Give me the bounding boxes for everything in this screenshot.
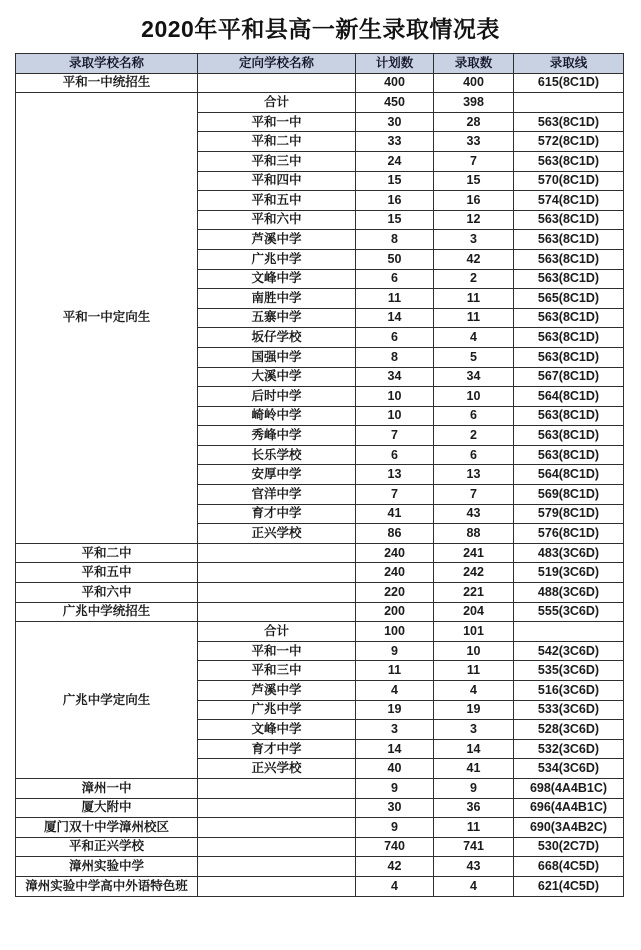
table-row <box>16 818 624 838</box>
target-school-cell <box>198 837 356 857</box>
table-row <box>16 778 624 798</box>
target-school-cell: 平和六中 <box>198 210 356 230</box>
cutoff-score-cell: 668(4C5D) <box>514 857 624 877</box>
plan-count-cell: 740 <box>356 837 434 857</box>
table-row <box>16 602 624 622</box>
table-row <box>16 857 624 877</box>
admitted-count-cell: 9 <box>434 778 514 798</box>
admitted-count-cell: 42 <box>434 249 514 269</box>
admitted-count-cell: 7 <box>434 485 514 505</box>
target-school-cell: 育才中学 <box>198 739 356 759</box>
target-school-cell <box>198 818 356 838</box>
cutoff-score-cell: 696(4A4B1C) <box>514 798 624 818</box>
target-school-cell <box>198 857 356 877</box>
target-school-cell: 五寨中学 <box>198 308 356 328</box>
school-name-cell: 平和一中统招生 <box>16 73 198 93</box>
admitted-count-cell: 398 <box>434 93 514 113</box>
target-school-cell: 官洋中学 <box>198 485 356 505</box>
admitted-count-cell: 36 <box>434 798 514 818</box>
plan-count-cell: 400 <box>356 73 434 93</box>
table-row <box>16 583 624 603</box>
cutoff-score-cell: 542(3C6D) <box>514 641 624 661</box>
admitted-count-cell: 14 <box>434 739 514 759</box>
admitted-count-cell: 400 <box>434 73 514 93</box>
admitted-count-cell: 3 <box>434 720 514 740</box>
target-school-cell: 平和二中 <box>198 132 356 152</box>
admitted-count-cell: 11 <box>434 308 514 328</box>
plan-count-cell: 10 <box>356 387 434 407</box>
cutoff-score-cell: 488(3C6D) <box>514 583 624 603</box>
table-row <box>16 93 624 113</box>
admitted-count-cell: 11 <box>434 289 514 309</box>
plan-count-cell: 40 <box>356 759 434 779</box>
cutoff-score-cell: 516(3C6D) <box>514 681 624 701</box>
cutoff-score-cell: 576(8C1D) <box>514 524 624 544</box>
cutoff-score-cell: 535(3C6D) <box>514 661 624 681</box>
cutoff-score-cell: 579(8C1D) <box>514 504 624 524</box>
column-header-0: 录取学校名称 <box>16 54 198 74</box>
cutoff-score-cell <box>514 622 624 642</box>
target-school-cell: 芦溪中学 <box>198 230 356 250</box>
plan-count-cell: 15 <box>356 210 434 230</box>
target-school-cell: 平和一中 <box>198 641 356 661</box>
admitted-count-cell: 28 <box>434 112 514 132</box>
admitted-count-cell: 6 <box>434 445 514 465</box>
table-row <box>16 543 624 563</box>
target-school-cell: 平和一中 <box>198 112 356 132</box>
cutoff-score-cell: 563(8C1D) <box>514 406 624 426</box>
admitted-count-cell: 4 <box>434 876 514 896</box>
admitted-count-cell: 15 <box>434 171 514 191</box>
plan-count-cell: 86 <box>356 524 434 544</box>
target-school-cell: 安厚中学 <box>198 465 356 485</box>
target-school-cell: 育才中学 <box>198 504 356 524</box>
target-school-cell: 平和四中 <box>198 171 356 191</box>
column-header-3: 录取数 <box>434 54 514 74</box>
plan-count-cell: 34 <box>356 367 434 387</box>
plan-count-cell: 10 <box>356 406 434 426</box>
admitted-count-cell: 34 <box>434 367 514 387</box>
admitted-count-cell: 10 <box>434 641 514 661</box>
column-header-4: 录取线 <box>514 54 624 74</box>
target-school-cell: 大溪中学 <box>198 367 356 387</box>
page-title: 2020年平和县高一新生录取情况表 <box>141 16 500 42</box>
target-school-cell: 秀峰中学 <box>198 426 356 446</box>
cutoff-score-cell: 530(2C7D) <box>514 837 624 857</box>
cutoff-score-cell: 698(4A4B1C) <box>514 778 624 798</box>
plan-count-cell: 50 <box>356 249 434 269</box>
plan-count-cell: 4 <box>356 876 434 896</box>
cutoff-score-cell: 483(3C6D) <box>514 543 624 563</box>
target-school-cell <box>198 583 356 603</box>
target-school-cell: 平和五中 <box>198 191 356 211</box>
plan-count-cell: 19 <box>356 700 434 720</box>
target-school-cell: 长乐学校 <box>198 445 356 465</box>
plan-count-cell: 7 <box>356 485 434 505</box>
target-school-cell <box>198 876 356 896</box>
school-name-cell: 广兆中学统招生 <box>16 602 198 622</box>
plan-count-cell: 6 <box>356 445 434 465</box>
plan-count-cell: 3 <box>356 720 434 740</box>
target-school-cell: 平和三中 <box>198 151 356 171</box>
table-row <box>16 798 624 818</box>
cutoff-score-cell: 563(8C1D) <box>514 230 624 250</box>
cutoff-score-cell: 563(8C1D) <box>514 347 624 367</box>
admitted-count-cell: 242 <box>434 563 514 583</box>
target-school-cell <box>198 73 356 93</box>
admitted-count-cell: 5 <box>434 347 514 367</box>
plan-count-cell: 9 <box>356 818 434 838</box>
table-row <box>16 622 624 642</box>
plan-count-cell: 100 <box>356 622 434 642</box>
plan-count-cell: 41 <box>356 504 434 524</box>
admitted-count-cell: 13 <box>434 465 514 485</box>
plan-count-cell: 7 <box>356 426 434 446</box>
cutoff-score-cell: 533(3C6D) <box>514 700 624 720</box>
target-school-cell: 广兆中学 <box>198 700 356 720</box>
target-school-cell: 平和三中 <box>198 661 356 681</box>
target-school-cell: 南胜中学 <box>198 289 356 309</box>
school-name-cell: 广兆中学定向生 <box>16 622 198 779</box>
target-school-cell <box>198 602 356 622</box>
admitted-count-cell: 221 <box>434 583 514 603</box>
plan-count-cell: 450 <box>356 93 434 113</box>
plan-count-cell: 9 <box>356 641 434 661</box>
school-name-cell: 平和正兴学校 <box>16 837 198 857</box>
school-name-cell: 厦大附中 <box>16 798 198 818</box>
cutoff-score-cell: 565(8C1D) <box>514 289 624 309</box>
column-header-2: 计划数 <box>356 54 434 74</box>
plan-count-cell: 42 <box>356 857 434 877</box>
target-school-cell: 国强中学 <box>198 347 356 367</box>
cutoff-score-cell: 534(3C6D) <box>514 759 624 779</box>
cutoff-score-cell: 615(8C1D) <box>514 73 624 93</box>
table-row <box>16 876 624 896</box>
cutoff-score-cell: 563(8C1D) <box>514 308 624 328</box>
cutoff-score-cell: 563(8C1D) <box>514 210 624 230</box>
plan-count-cell: 11 <box>356 289 434 309</box>
cutoff-score-cell: 621(4C5D) <box>514 876 624 896</box>
target-school-cell <box>198 563 356 583</box>
plan-count-cell: 11 <box>356 661 434 681</box>
plan-count-cell: 9 <box>356 778 434 798</box>
cutoff-score-cell <box>514 93 624 113</box>
plan-count-cell: 13 <box>356 465 434 485</box>
cutoff-score-cell: 567(8C1D) <box>514 367 624 387</box>
table-row <box>16 563 624 583</box>
admitted-count-cell: 43 <box>434 504 514 524</box>
target-school-cell: 合计 <box>198 93 356 113</box>
plan-count-cell: 6 <box>356 269 434 289</box>
target-school-cell: 文峰中学 <box>198 720 356 740</box>
admitted-count-cell: 88 <box>434 524 514 544</box>
cutoff-score-cell: 569(8C1D) <box>514 485 624 505</box>
plan-count-cell: 14 <box>356 739 434 759</box>
table-row <box>16 73 624 93</box>
admitted-count-cell: 6 <box>434 406 514 426</box>
target-school-cell: 正兴学校 <box>198 524 356 544</box>
target-school-cell: 合计 <box>198 622 356 642</box>
target-school-cell: 后时中学 <box>198 387 356 407</box>
cutoff-score-cell: 528(3C6D) <box>514 720 624 740</box>
cutoff-score-cell: 564(8C1D) <box>514 465 624 485</box>
school-name-cell: 平和二中 <box>16 543 198 563</box>
target-school-cell: 崎岭中学 <box>198 406 356 426</box>
admitted-count-cell: 43 <box>434 857 514 877</box>
cutoff-score-cell: 690(3A4B2C) <box>514 818 624 838</box>
admitted-count-cell: 7 <box>434 151 514 171</box>
admissions-table <box>15 53 624 897</box>
plan-count-cell: 33 <box>356 132 434 152</box>
plan-count-cell: 14 <box>356 308 434 328</box>
admitted-count-cell: 41 <box>434 759 514 779</box>
admitted-count-cell: 11 <box>434 661 514 681</box>
plan-count-cell: 200 <box>356 602 434 622</box>
school-name-cell: 平和五中 <box>16 563 198 583</box>
school-name-cell: 平和六中 <box>16 583 198 603</box>
admitted-count-cell: 16 <box>434 191 514 211</box>
admitted-count-cell: 4 <box>434 681 514 701</box>
plan-count-cell: 30 <box>356 112 434 132</box>
school-name-cell: 漳州实验中学 <box>16 857 198 877</box>
admitted-count-cell: 19 <box>434 700 514 720</box>
admitted-count-cell: 241 <box>434 543 514 563</box>
cutoff-score-cell: 574(8C1D) <box>514 191 624 211</box>
school-name-cell: 漳州实验中学高中外语特色班 <box>16 876 198 896</box>
plan-count-cell: 6 <box>356 328 434 348</box>
target-school-cell <box>198 798 356 818</box>
admitted-count-cell: 11 <box>434 818 514 838</box>
plan-count-cell: 8 <box>356 230 434 250</box>
school-name-cell: 漳州一中 <box>16 778 198 798</box>
plan-count-cell: 8 <box>356 347 434 367</box>
admitted-count-cell: 10 <box>434 387 514 407</box>
cutoff-score-cell: 563(8C1D) <box>514 112 624 132</box>
school-name-cell: 平和一中定向生 <box>16 93 198 544</box>
cutoff-score-cell: 563(8C1D) <box>514 249 624 269</box>
admitted-count-cell: 4 <box>434 328 514 348</box>
admitted-count-cell: 3 <box>434 230 514 250</box>
plan-count-cell: 15 <box>356 171 434 191</box>
admitted-count-cell: 204 <box>434 602 514 622</box>
cutoff-score-cell: 555(3C6D) <box>514 602 624 622</box>
cutoff-score-cell: 519(3C6D) <box>514 563 624 583</box>
admitted-count-cell: 33 <box>434 132 514 152</box>
target-school-cell: 芦溪中学 <box>198 681 356 701</box>
table-row <box>16 837 624 857</box>
admitted-count-cell: 741 <box>434 837 514 857</box>
cutoff-score-cell: 572(8C1D) <box>514 132 624 152</box>
cutoff-score-cell: 563(8C1D) <box>514 151 624 171</box>
school-name-cell: 厦门双十中学漳州校区 <box>16 818 198 838</box>
plan-count-cell: 240 <box>356 543 434 563</box>
cutoff-score-cell: 532(3C6D) <box>514 739 624 759</box>
cutoff-score-cell: 563(8C1D) <box>514 269 624 289</box>
plan-count-cell: 16 <box>356 191 434 211</box>
target-school-cell <box>198 543 356 563</box>
cutoff-score-cell: 564(8C1D) <box>514 387 624 407</box>
plan-count-cell: 220 <box>356 583 434 603</box>
plan-count-cell: 4 <box>356 681 434 701</box>
target-school-cell: 文峰中学 <box>198 269 356 289</box>
target-school-cell: 正兴学校 <box>198 759 356 779</box>
cutoff-score-cell: 563(8C1D) <box>514 445 624 465</box>
target-school-cell: 广兆中学 <box>198 249 356 269</box>
cutoff-score-cell: 563(8C1D) <box>514 426 624 446</box>
admitted-count-cell: 2 <box>434 269 514 289</box>
target-school-cell <box>198 778 356 798</box>
cutoff-score-cell: 570(8C1D) <box>514 171 624 191</box>
admitted-count-cell: 2 <box>434 426 514 446</box>
plan-count-cell: 240 <box>356 563 434 583</box>
cutoff-score-cell: 563(8C1D) <box>514 328 624 348</box>
column-header-1: 定向学校名称 <box>198 54 356 74</box>
plan-count-cell: 30 <box>356 798 434 818</box>
header-row <box>16 54 624 74</box>
admitted-count-cell: 12 <box>434 210 514 230</box>
target-school-cell: 坂仔学校 <box>198 328 356 348</box>
plan-count-cell: 24 <box>356 151 434 171</box>
admitted-count-cell: 101 <box>434 622 514 642</box>
